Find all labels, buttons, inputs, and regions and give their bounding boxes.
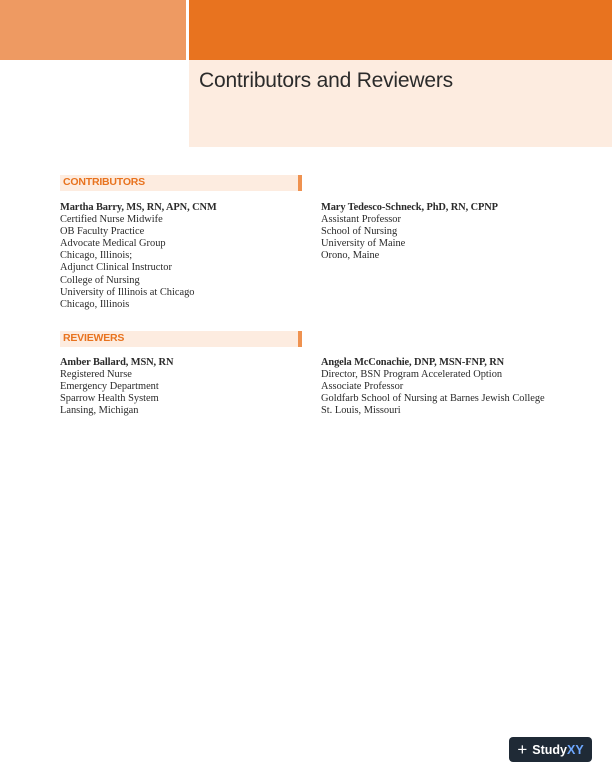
person-detail: Director, BSN Program Accelerated Option [321, 369, 503, 381]
person-detail: Goldfarb School of Nursing at Barnes Jewish College [321, 393, 545, 405]
person-detail: Sparrow Health System [60, 393, 159, 405]
person-detail: Advocate Medical Group [60, 238, 166, 250]
contributors-label: CONTRIBUTORS [63, 176, 145, 188]
contributors-section-header [60, 175, 302, 191]
reviewer-entry [60, 357, 173, 417]
person-detail: School of Nursing [321, 226, 398, 238]
person-detail: St. Louis, Missouri [321, 405, 401, 417]
person-detail: Lansing, Michigan [60, 405, 139, 417]
contributor-entry [321, 202, 498, 262]
contributor-entry [60, 202, 217, 311]
reviewers-label: REVIEWERS [63, 332, 125, 344]
person-detail: University of Illinois at Chicago [60, 286, 195, 298]
person-detail: Chicago, Illinois; [60, 250, 133, 262]
person-name: Mary Tedesco-Schneck, PhD, RN, CPNP [321, 202, 498, 213]
person-detail: Associate Professor [321, 381, 404, 393]
person-detail: Emergency Department [60, 381, 159, 393]
studyxy-watermark[interactable] [509, 737, 592, 762]
reviewer-entry [321, 357, 545, 417]
person-detail: Adjunct Clinical Instructor [60, 262, 172, 274]
person-detail: Orono, Maine [321, 250, 380, 262]
title-band [189, 60, 612, 147]
person-name: Amber Ballard, MSN, RN [60, 357, 174, 368]
watermark-brand-b: XY [566, 742, 584, 757]
person-detail: Chicago, Illinois [60, 298, 130, 310]
plus-icon: + [517, 740, 528, 759]
person-detail: Certified Nurse Midwife [60, 214, 163, 226]
person-detail: OB Faculty Practice [60, 226, 145, 238]
person-detail: University of Maine [321, 238, 406, 250]
watermark-brand-a: Study [532, 742, 567, 757]
page-title: Contributors and Reviewers [199, 69, 453, 92]
person-name: Angela McConachie, DNP, MSN-FNP, RN [321, 357, 505, 368]
person-name: Martha Barry, MS, RN, APN, CNM [60, 202, 217, 213]
header-band-right [189, 0, 612, 60]
person-detail: Assistant Professor [321, 214, 401, 226]
person-detail: College of Nursing [60, 274, 140, 286]
header-band-left [0, 0, 186, 60]
reviewers-section-header [60, 331, 302, 347]
person-detail: Registered Nurse [60, 369, 132, 381]
